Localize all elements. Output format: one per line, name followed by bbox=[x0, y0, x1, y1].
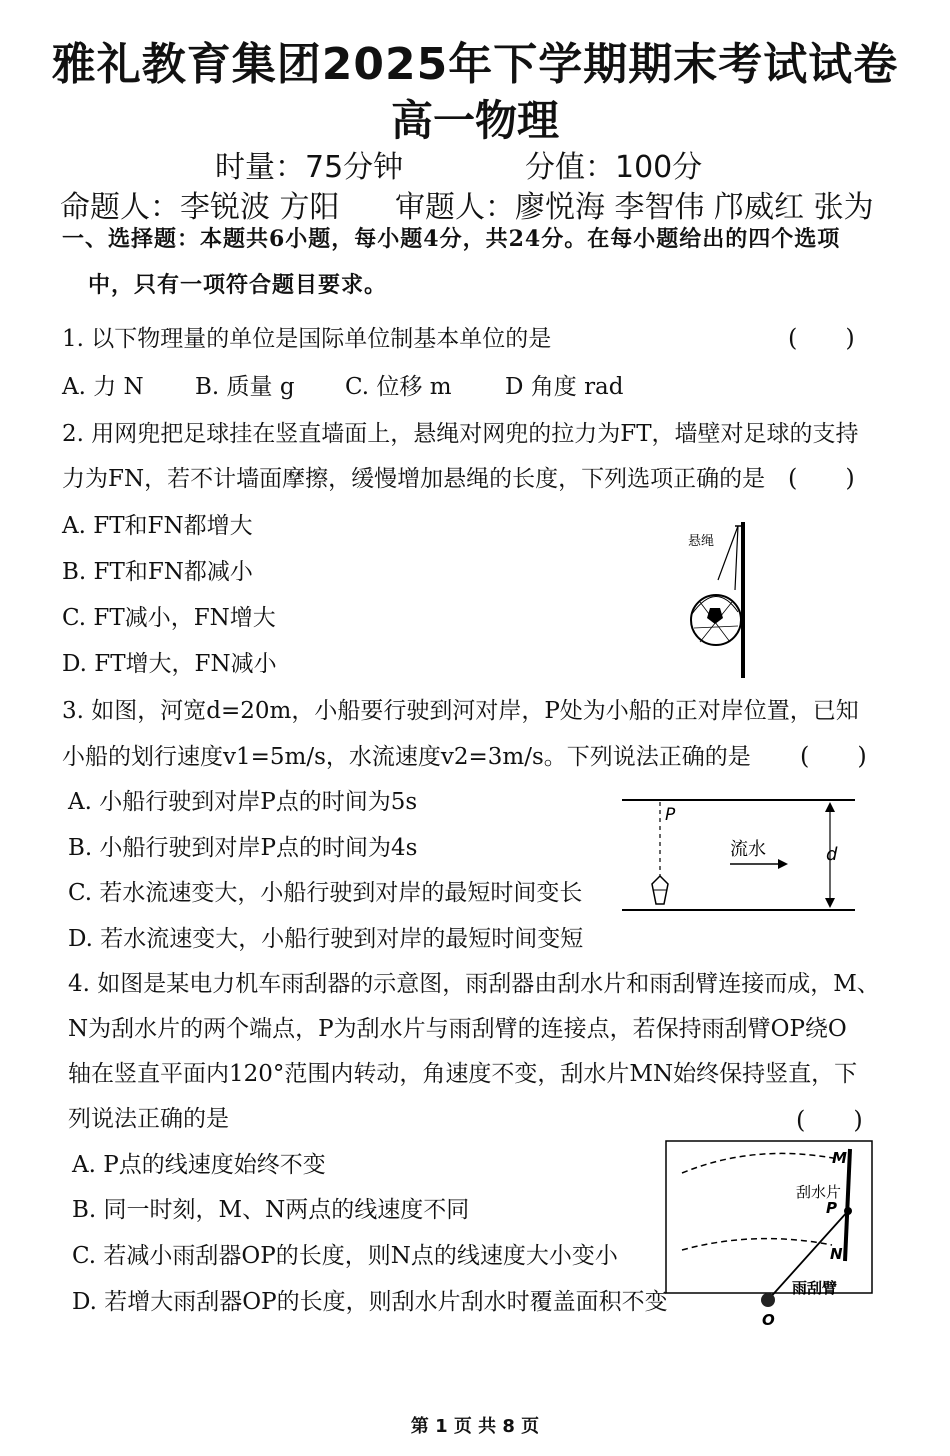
q2-football-figure bbox=[680, 520, 760, 680]
q4-option-a: A. P点的线速度始终不变 bbox=[72, 1152, 326, 1178]
page-footer: 第 1 页 共 8 页 bbox=[410, 1416, 540, 1437]
q2-answer-paren: ( ) bbox=[788, 464, 855, 492]
q2-stem-line1: 2. 用网兜把足球挂在竖直墙面上，悬绳对网兜的拉力为FT，墙壁对足球的支持 bbox=[62, 421, 859, 447]
q4-wiper-figure bbox=[660, 1135, 880, 1335]
q2-option-d: D. FT增大，FN减小 bbox=[62, 651, 277, 677]
q3-stem-line1: 3. 如图，河宽d=20m，小船要行驶到河对岸，P处为小船的正对岸位置，已知 bbox=[62, 698, 859, 724]
q4-stem-line1: 4. 如图是某电力机车雨刮器的示意图，雨刮器由刮水片和雨刮臂连接而成，M、 bbox=[68, 971, 880, 997]
q4-option-b: B. 同一时刻，M、N两点的线速度不同 bbox=[72, 1197, 470, 1223]
q1-answer-paren: ( ) bbox=[788, 324, 855, 352]
exam-title: 雅礼教育集团2025年下学期期末考试试卷 bbox=[51, 39, 899, 90]
q2-option-b: B. FT和FN都减小 bbox=[62, 559, 253, 585]
q1-option-b: B. 质量 g bbox=[195, 374, 295, 400]
subject-title: 高一物理 bbox=[390, 96, 559, 145]
q4-option-c: C. 若减小雨刮器OP的长度，则N点的线速度大小变小 bbox=[72, 1243, 618, 1269]
q4-point-n-label: N bbox=[830, 1245, 843, 1263]
exam-score: 分值：100分 bbox=[525, 150, 703, 185]
q4-arm-label: 雨刮臂 bbox=[792, 1279, 838, 1297]
exam-duration: 时量：75分钟 bbox=[215, 150, 404, 185]
q3-stem-line2: 小船的划行速度v1=5m/s，水流速度v2=3m/s。下列说法正确的是 bbox=[62, 744, 751, 770]
section-heading-line1: 一、选择题：本题共6小题，每小题4分，共24分。在每小题给出的四个选项 bbox=[62, 226, 841, 252]
question-setters: 命题人：李锐波 方阳 bbox=[60, 190, 340, 225]
q3-option-b: B. 小船行驶到对岸P点的时间为4s bbox=[68, 835, 418, 861]
q2-rope-label: 悬绳 bbox=[688, 534, 715, 549]
q2-stem-line2: 力为FN，若不计墙面摩擦，缓慢增加悬绳的长度，下列选项正确的是 bbox=[62, 466, 766, 492]
section-heading-line2: 中，只有一项符合题目要求。 bbox=[88, 272, 388, 298]
q1-option-c: C. 位移 m bbox=[345, 374, 452, 400]
q4-answer-paren: ( ) bbox=[796, 1106, 863, 1134]
q2-option-c: C. FT减小，FN增大 bbox=[62, 605, 276, 631]
q3-width-d-label: d bbox=[826, 844, 838, 865]
q4-stem-line2: N为刮水片的两个端点，P为刮水片与雨刮臂的连接点，若保持雨刮臂OP绕O bbox=[68, 1016, 847, 1042]
q4-point-m-label: M bbox=[832, 1149, 847, 1167]
q4-stem-line3: 轴在竖直平面内120°范围内转动，角速度不变，刮水片MN始终保持竖直，下 bbox=[68, 1061, 858, 1087]
q3-option-a: A. 小船行驶到对岸P点的时间为5s bbox=[68, 789, 418, 815]
q3-option-c: C. 若水流速变大，小船行驶到对岸的最短时间变长 bbox=[68, 880, 583, 906]
q3-option-d: D. 若水流速变大，小船行驶到对岸的最短时间变短 bbox=[68, 926, 584, 952]
q1-stem: 1. 以下物理量的单位是国际单位制基本单位的是 bbox=[62, 326, 552, 352]
q1-option-d: D 角度 rad bbox=[505, 374, 624, 400]
q4-point-p-label: P bbox=[826, 1199, 837, 1217]
q2-option-a: A. FT和FN都增大 bbox=[62, 513, 253, 539]
q4-stem-line4: 列说法正确的是 bbox=[68, 1106, 229, 1132]
question-reviewers: 审题人：廖悦海 李智伟 邝威红 张为 bbox=[395, 190, 874, 225]
q4-blade-label: 刮水片 bbox=[796, 1183, 842, 1201]
q1-option-a: A. 力 N bbox=[62, 374, 144, 400]
q3-flow-label: 流水 bbox=[730, 839, 766, 860]
q4-point-o-label: O bbox=[762, 1311, 775, 1329]
q3-point-p-label: P bbox=[665, 805, 676, 825]
q3-river-figure bbox=[620, 790, 860, 920]
q3-answer-paren: ( ) bbox=[800, 742, 867, 770]
q4-option-d: D. 若增大雨刮器OP的长度，则刮水片刮水时覆盖面积不变 bbox=[72, 1289, 668, 1315]
